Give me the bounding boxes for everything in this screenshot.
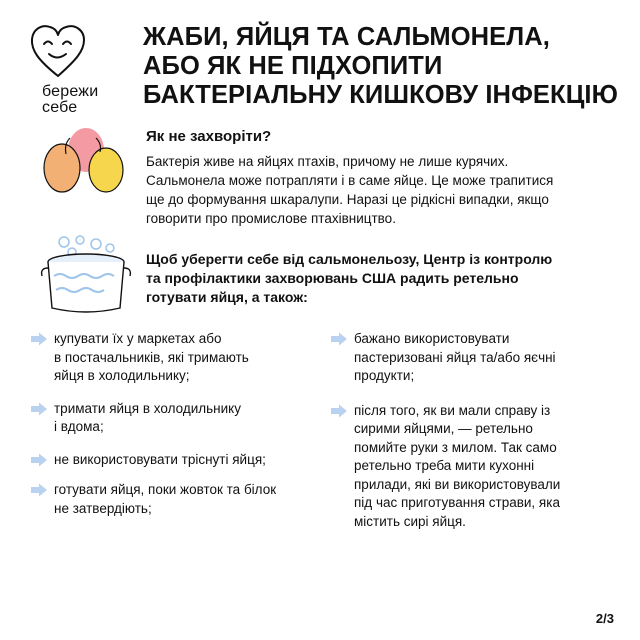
list-item bbox=[30, 330, 290, 386]
arrow-right-icon bbox=[30, 402, 48, 416]
list-item-line: тримати яйця в холодильнику bbox=[54, 400, 241, 416]
logo-line: бережи bbox=[42, 83, 99, 100]
list-item bbox=[330, 402, 590, 532]
arrow-right-icon bbox=[330, 332, 348, 346]
heart-face-icon bbox=[28, 22, 88, 80]
list-item-text bbox=[54, 451, 290, 470]
section-heading: Як не захворіти? bbox=[146, 128, 272, 145]
page-number: 2/3 bbox=[595, 611, 614, 626]
list-item-text bbox=[354, 330, 590, 386]
logo-text bbox=[42, 84, 98, 116]
list-item-text bbox=[54, 481, 290, 518]
list-item bbox=[30, 400, 290, 437]
list-item-line: продукти; bbox=[354, 368, 415, 383]
page-title bbox=[143, 23, 623, 110]
arrow-right-icon bbox=[30, 483, 48, 497]
heading-line: Щоб уберегти себе від сальмонельозу, Центр із контролю bbox=[146, 251, 553, 267]
list-item-line: готувати яйця, поки жовток та білок bbox=[54, 482, 277, 497]
heading-line: та профілактики захворювань США радить ретельно bbox=[146, 270, 519, 286]
list-item-line: в постачальників, які тримають bbox=[54, 349, 249, 365]
body-line: ще до формування шкаралупи. Наразі це рідкісні випадки, якщо bbox=[146, 192, 549, 207]
list-item bbox=[30, 481, 290, 518]
list-item-line: прилади, які ви використовували bbox=[354, 476, 561, 492]
heading-line: готувати яйця, а також: bbox=[146, 289, 308, 305]
list-item-line: і вдома; bbox=[54, 419, 104, 434]
list-item-line: пастеризовані яйця та/або яєчні bbox=[354, 349, 556, 365]
arrow-right-icon bbox=[30, 332, 48, 346]
list-item-line: сирими яйцями, — ретельно bbox=[354, 421, 533, 436]
list-item-line: помийте руки з милом. Так само bbox=[354, 439, 557, 455]
list-item-line: під час приготування страви, яка bbox=[354, 495, 560, 510]
list-item-line: не використовувати тріснуті яйця; bbox=[54, 451, 266, 467]
title-line: ЖАБИ, ЯЙЦЯ ТА САЛЬМОНЕЛА, bbox=[143, 23, 550, 51]
title-line: АБО ЯК НЕ ПІДХОПИТИ bbox=[143, 52, 443, 80]
section-body bbox=[146, 152, 616, 228]
list-item-line: яйця в холодильнику; bbox=[54, 368, 190, 383]
list-item-line: ретельно треба мити кухонні bbox=[354, 458, 535, 473]
pot-illustration bbox=[40, 232, 132, 318]
list-item-line: не затвердіють; bbox=[54, 500, 152, 516]
eggs-illustration bbox=[36, 126, 136, 196]
arrow-right-icon bbox=[330, 404, 348, 418]
list-item-text bbox=[54, 400, 290, 437]
list-item bbox=[30, 451, 290, 470]
recommendation-heading bbox=[146, 250, 616, 307]
list-item-line: містить сирі яйця. bbox=[354, 513, 466, 529]
list-item-line: купувати їх у маркетах або bbox=[54, 331, 222, 346]
arrow-right-icon bbox=[30, 453, 48, 467]
left-list bbox=[30, 330, 290, 518]
list-item-line: бажано використовувати bbox=[354, 331, 510, 346]
logo bbox=[22, 22, 112, 122]
list-item bbox=[330, 330, 590, 386]
right-list bbox=[330, 330, 590, 531]
body-line: говорити про промислове птахівництво. bbox=[146, 211, 396, 226]
list-item-line: після того, як ви мали справу із bbox=[354, 402, 551, 418]
body-line: Сальмонела може потрапляти і в саме яйце. Це може трапитися bbox=[146, 173, 554, 188]
list-item-text bbox=[54, 330, 290, 386]
title-line: БАКТЕРІАЛЬНУ КИШКОВУ ІНФЕКЦІЮ bbox=[143, 81, 619, 109]
logo-line: себе bbox=[42, 99, 78, 116]
body-line: Бактерія живе на яйцях птахів, причому не лише курячих. bbox=[146, 154, 509, 169]
list-item-text bbox=[354, 402, 590, 532]
